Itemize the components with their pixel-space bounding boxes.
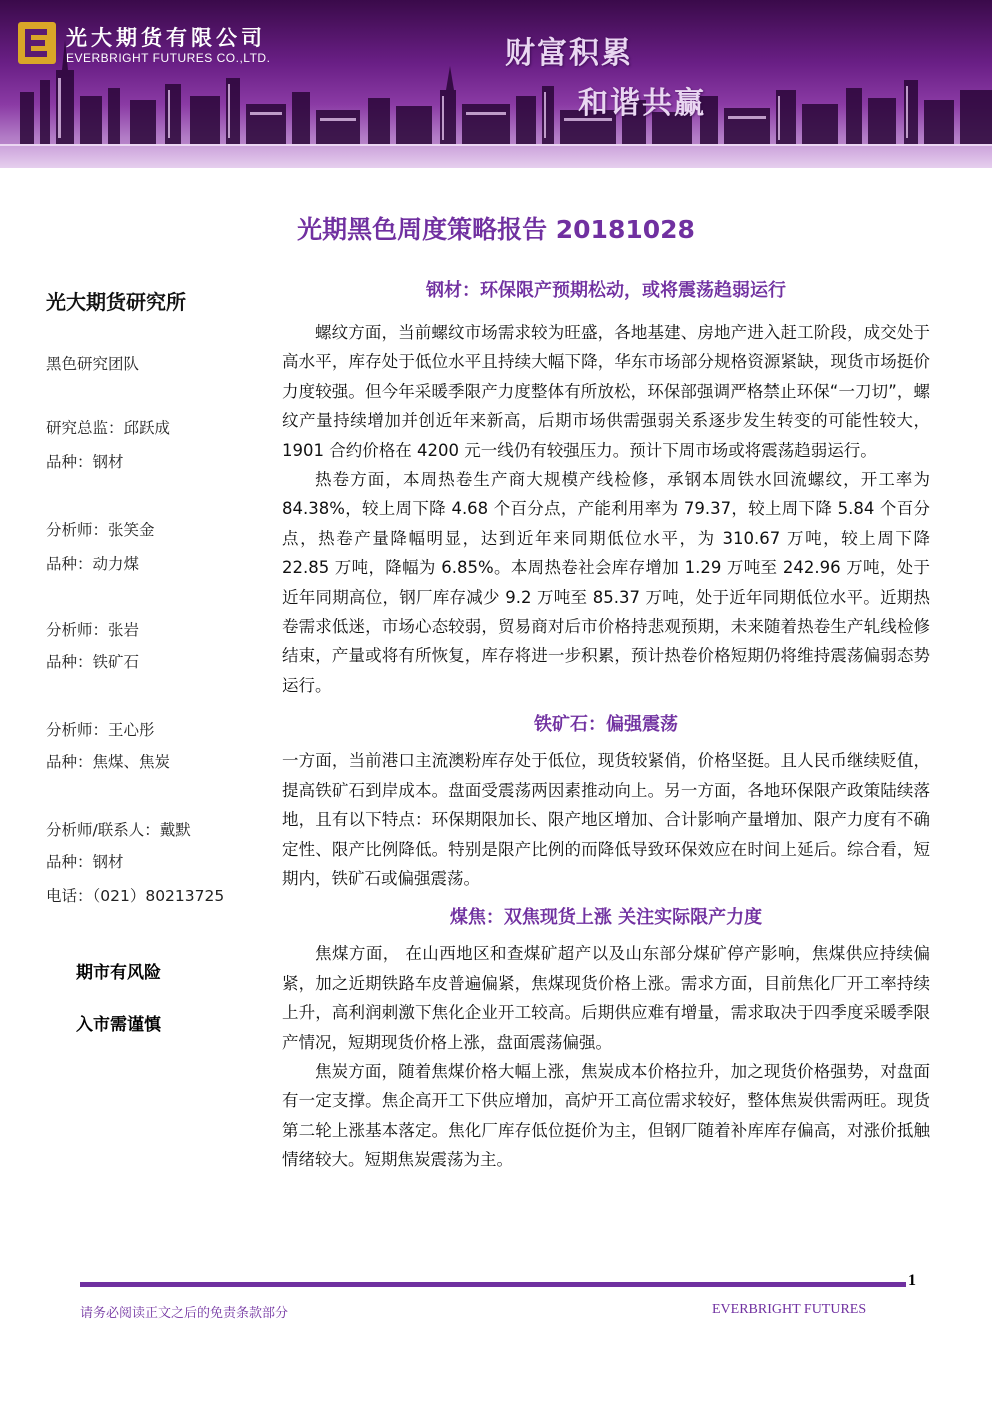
person-product: 品种：动力煤	[46, 555, 140, 573]
person-product: 品种：铁矿石	[46, 653, 140, 671]
section-heading-steel: 钢材：环保限产预期松动，或将震荡趋弱运行	[426, 280, 786, 301]
slogan-line-1: 财富积累	[505, 36, 633, 71]
report-body	[282, 276, 930, 1175]
paragraph-coke: 焦炭方面，随着焦煤价格大幅上涨，焦炭成本价格拉升，加之现货价格强势，对盘面有一定支撑。焦企高开工下供应增加，高炉开工高位需求较好，整体焦炭供需两旺。现货第二轮上涨基本落定。焦化厂库存低位挺价为主，但钢厂随着补库库存偏高，对涨价抵触情绪较大。短期焦炭震荡为主。	[282, 1061, 930, 1170]
person-product: 品种：焦煤、焦炭	[46, 753, 171, 771]
footer-brand: EVERBRIGHT FUTURES	[712, 1302, 867, 1317]
section-heading-iron-ore: 铁矿石：偏强震荡	[534, 714, 678, 736]
person-product: 品种：钢材	[46, 453, 124, 471]
company-name-cn: 光大期货有限公司	[66, 26, 266, 50]
slogan-line-2: 和谐共赢	[578, 86, 706, 121]
company-name-en: EVERBRIGHT FUTURES CO.,LTD.	[66, 51, 271, 65]
risk-warning-1: 期市有风险	[76, 963, 161, 983]
person-role: 分析师：王心彤	[46, 721, 155, 739]
person-role: 分析师：张笑金	[46, 521, 155, 539]
risk-warning-2: 入市需谨慎	[76, 1015, 161, 1035]
team-name: 黑色研究团队	[46, 355, 140, 373]
header-banner	[0, 0, 992, 168]
page-number: 1	[908, 1272, 916, 1289]
section-heading-coal-coke: 煤焦：双焦现货上涨 关注实际限产力度	[449, 907, 763, 929]
paragraph-hot-coil: 热卷方面，本周热卷生产商大规模产线检修，承钢本周铁水回流螺纹，开工率为 84.38%，较上周下降 4.68 个百分点，产能利用率为 79.37，较上周下降 5.84 个百分点，热卷产量降幅明显，达到近年来同期低位水平，为 310.67 万吨，较上周下降 22.85 万吨，降幅为 6.85%。本周热卷社会库存增加 1.29 万吨至 242.96 万吨，处于近年同期高位，钢厂库存减少 9.2 万吨至 85.37 万吨，处于近年同期低位水平。近期热卷需求低迷，市场心态较弱，贸易商对后市价格持悲观预期，未来随着热卷生产轧线检修结束，产量或将有所恢复，库存将进一步积累，预计热卷价格短期仍将维持震荡偏弱态势运行。	[282, 470, 930, 695]
person-product: 品种：钢材	[46, 853, 124, 871]
person-role: 研究总监：邱跃成	[46, 419, 171, 437]
institute-name: 光大期货研究所	[46, 290, 186, 314]
footer-divider	[80, 1282, 906, 1287]
paragraph-rebar: 螺纹方面，当前螺纹市场需求较为旺盛，各地基建、房地产进入赶工阶段，成交处于高水平，库存处于低位水平且持续大幅下降，华东市场部分规格资源紧缺，现货市场挺价力度较强。但今年采暖季限产力度整体有所放松，环保部强调严格禁止环保“一刀切”，螺纹产量持续增加并创近年来新高，后期市场供需强弱关系逐步发生转变的可能性较大，1901 合约价格在 4200 元一线仍有较强压力。预计下周市场或将震荡趋弱运行。	[282, 323, 930, 460]
paragraph-iron-ore: 一方面，当前港口主流澳粉库存处于低位，现货较紧俏，价格坚挺。且人民币继续贬值，提高铁矿石到岸成本。盘面受震荡两因素推动向上。另一方面，各地环保限产政策陆续落地，且有以下特点：环保期限加长、限产地区增加、合计影响产量增加、限产力度有不确定性、限产比例降低。特别是限产比例的而降低导致环保效应在时间上延后。综合看，短期内，铁矿石或偏强震荡。	[282, 751, 930, 888]
everbright-logo-icon	[18, 22, 56, 64]
person-role: 分析师/联系人：戴默	[46, 821, 191, 839]
person-role: 分析师：张岩	[46, 621, 140, 639]
report-title: 光期黑色周度策略报告 20181028	[297, 215, 695, 244]
contact-phone: 电话：（021）80213725	[46, 887, 225, 905]
disclaimer-note: 请务必阅读正文之后的免责条款部分	[80, 1306, 289, 1321]
paragraph-coking-coal: 焦煤方面， 在山西地区和查煤矿超产以及山东部分煤矿停产影响，焦煤供应持续偏紧，加之近期铁路车皮普遍偏紧，焦煤现货价格上涨。需求方面，目前焦化厂开工率持续上升，高利润刺激下焦化企业开工较高。后期供应难有增量，需求取决于四季度采暖季限产情况，短期现货价格上涨，盘面震荡偏强。	[282, 944, 930, 1052]
